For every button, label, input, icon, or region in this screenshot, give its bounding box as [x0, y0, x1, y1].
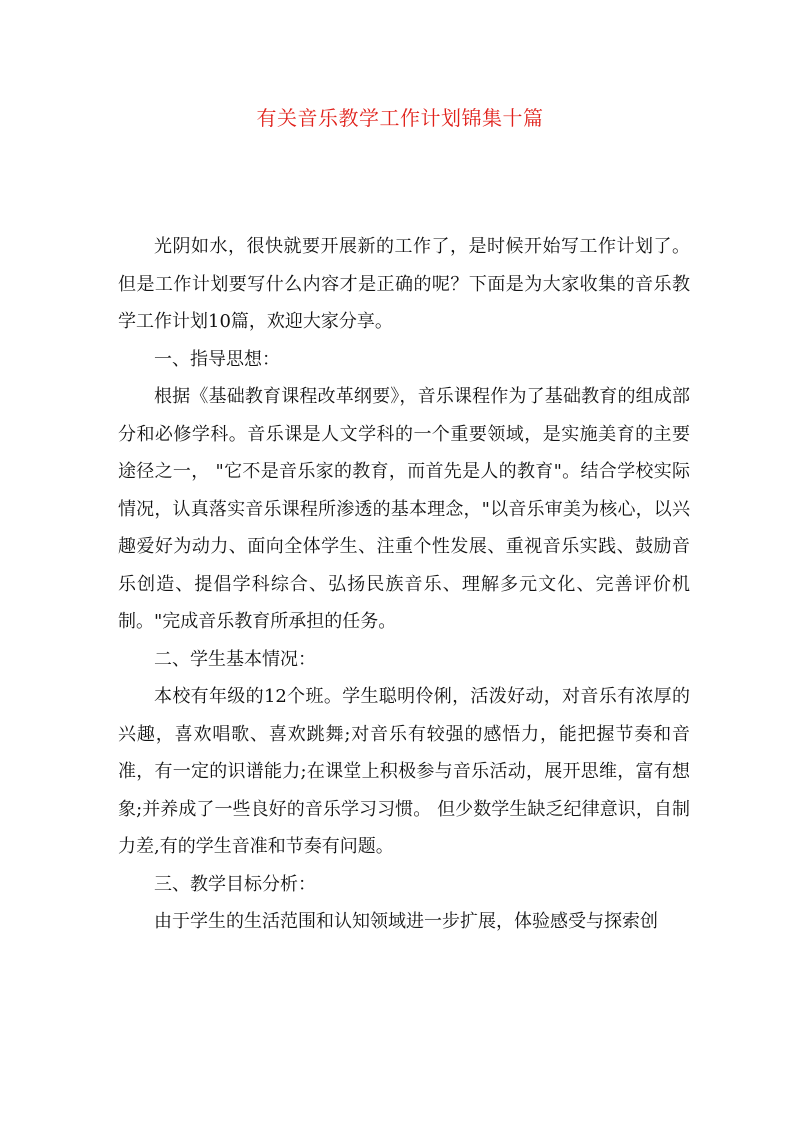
document-title: 有关音乐教学工作计划锦集十篇	[256, 106, 544, 130]
section-heading-student-situation: 二、学生基本情况：	[154, 648, 316, 670]
document-body	[118, 228, 690, 941]
section-heading-teaching-goals: 三、教学目标分析：	[154, 873, 316, 895]
intro-paragraph: 光阴如水，很快就要开展新的工作了，是时候开始写工作计划了。但是工作计划要写什么内容才是正确的呢？下面是为大家收集的音乐教学工作计划10篇，欢迎大家分享。	[118, 236, 690, 332]
student-situation-paragraph: 本校有年级的12个班。学生聪明伶俐，活泼好动，对音乐有浓厚的兴趣，喜欢唱歌、喜欢跳舞;对音乐有较强的感悟力，能把握节奏和音准，有一定的识谱能力;在课堂上积极参与音乐活动，展开思维，富有想象;并养成了一些良好的音乐学习习惯。 但少数学生缺乏纪律意识，自制力差,有的学生音准和节奏有问题。	[118, 686, 690, 857]
section-heading-guiding-ideology: 一、指导思想：	[154, 348, 280, 370]
teaching-goals-paragraph: 由于学生的生活范围和认知领域进一步扩展，体验感受与探索创	[154, 911, 658, 932]
guiding-ideology-paragraph: 根据《基础教育课程改革纲要》，音乐课程作为了基础教育的组成部分和必修学科。音乐课是人文学科的一个重要领域，是实施美育的主要途径之一， "它不是音乐家的教育，而首先是人的教育"。结合学校实际情况，认真落实音乐课程所渗透的基本理念，"以音乐审美为核心，以兴趣爱好为动力、面向全体学生、注重个性发展、重视音乐实践、鼓励音乐创造、提倡学科综合、弘扬民族音乐、理解多元文化、完善评价机制。"完成音乐教育所承担的任务。	[118, 386, 690, 632]
